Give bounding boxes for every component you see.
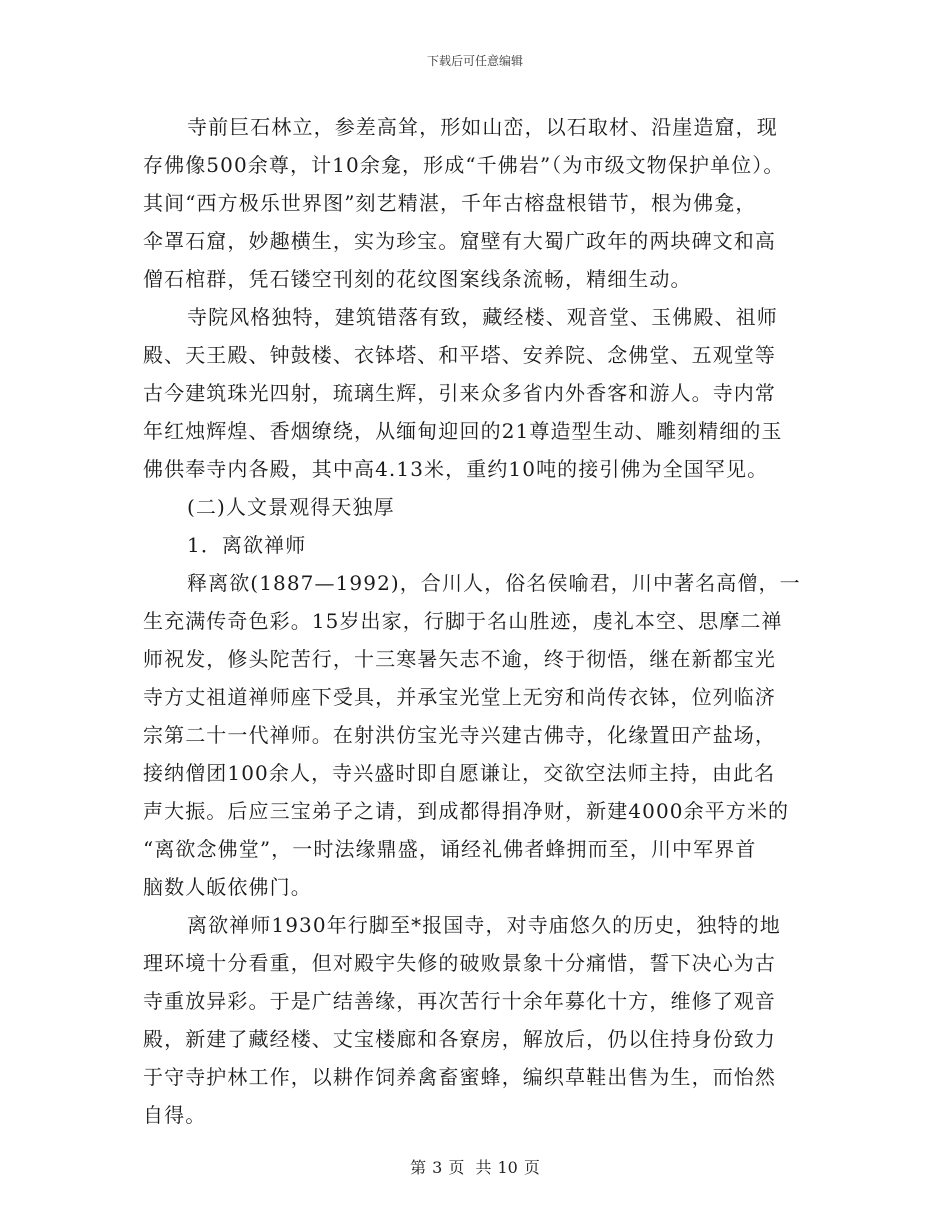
paragraph-line: 寺前巨石林立，参差高耸，形如山峦，以石取材、沿崖造窟，现 — [187, 115, 778, 139]
paragraph-line: 生充满传奇色彩。15岁出家，行脚于名山胜迹，虔礼本空、思摩二禅 — [143, 609, 783, 633]
paragraph-line: 宗第二十一代禅师。在射洪仿宝光寺兴建古佛寺，化缘置田产盐场， — [143, 723, 776, 747]
body-text — [143, 108, 808, 1134]
paragraph-line: 理环境十分看重，但对殿宇失修的破败景象十分痛惜，誓下决心为古 — [143, 951, 776, 975]
footer-prefix: 第 — [410, 1158, 427, 1177]
paragraph-line: 年红烛辉煌、香烟缭绕，从缅甸迎回的21尊造型生动、雕刻精细的玉 — [143, 419, 783, 443]
paragraph-line: 僧石棺群，凭石镂空刊刻的花纹图案线条流畅，精细生动。 — [143, 267, 692, 291]
total-page-count: 10 — [497, 1158, 518, 1177]
paragraph-line: “离欲念佛堂”，一时法缘鼎盛，诵经礼佛者蜂拥而至，川中军界首 — [143, 837, 757, 861]
paragraph-line: 师祝发，修头陀苦行，十三寒暑矢志不逾，终于彻悟，继在新都宝光 — [143, 647, 776, 671]
paragraph-line: 寺院风格独特，建筑错落有致，藏经楼、观音堂、玉佛殿、祖师 — [187, 305, 778, 329]
paragraph-line: 寺方丈祖道禅师座下受具，并承宝光堂上无穷和尚传衣钵，位列临济 — [143, 685, 776, 709]
paragraph-line: 声大振。后应三宝弟子之请，到成都得捐净财，新建4000余平方米的 — [143, 799, 790, 823]
footer-suffix: 页 — [523, 1158, 540, 1177]
paragraph-line: 接纳僧团100余人，寺兴盛时即自愿谦让，交欲空法师主持，由此名 — [143, 761, 776, 785]
paragraph-line: 其间“西方极乐世界图”刻艺精湛，千年古榕盘根错节，根为佛龛， — [143, 191, 757, 215]
paragraph-line: 殿、天王殿、钟鼓楼、衣钵塔、和平塔、安养院、念佛堂、五观堂等 — [143, 343, 776, 367]
paragraph-line: 释离欲(1887—1992)，合川人，俗名侯喻君，川中著名高僧，一 — [187, 571, 801, 595]
paragraph-line: 伞罩石窟，妙趣横生，实为珍宝。窟壁有大蜀广政年的两块碑文和高 — [143, 229, 776, 253]
header-note: 下载后可任意编辑 — [426, 54, 523, 68]
footer-middle: 页 共 — [448, 1158, 492, 1177]
paragraph-line: 古今建筑珠光四射，琉璃生辉，引来众多省内外香客和游人。寺内常 — [143, 381, 776, 405]
paragraph-line: 殿，新建了藏经楼、丈宝楼廊和各寮房，解放后，仍以住持身份致力 — [143, 1027, 776, 1051]
paragraph-line: 存佛像500余尊，计10余龛，形成“千佛岩”（为市级文物保护单位）。 — [143, 153, 785, 177]
page-footer — [0, 1155, 950, 1178]
paragraph-line: 自得。 — [143, 1103, 207, 1127]
paragraph-line: 寺重放异彩。于是广结善缘，再次苦行十余年募化十方，维修了观音 — [143, 989, 776, 1013]
paragraph-line: 佛供奉寺内各殿，其中高4.13米，重约10吨的接引佛为全国罕见。 — [143, 457, 769, 481]
paragraph-line: 于守寺护林工作，以耕作饲养禽畜蜜蜂，编织草鞋出售为生，而怡然 — [143, 1065, 776, 1089]
paragraph-line: 离欲禅师1930年行脚至*报国寺，对寺庙悠久的历史，独特的地 — [187, 913, 781, 937]
section-heading: (二)人文景观得天独厚 — [187, 495, 395, 519]
paragraph-line: 脑数人皈依佛门。 — [143, 875, 312, 899]
current-page-number: 3 — [432, 1158, 443, 1177]
subsection-heading: 1．离欲禅师 — [187, 533, 307, 557]
